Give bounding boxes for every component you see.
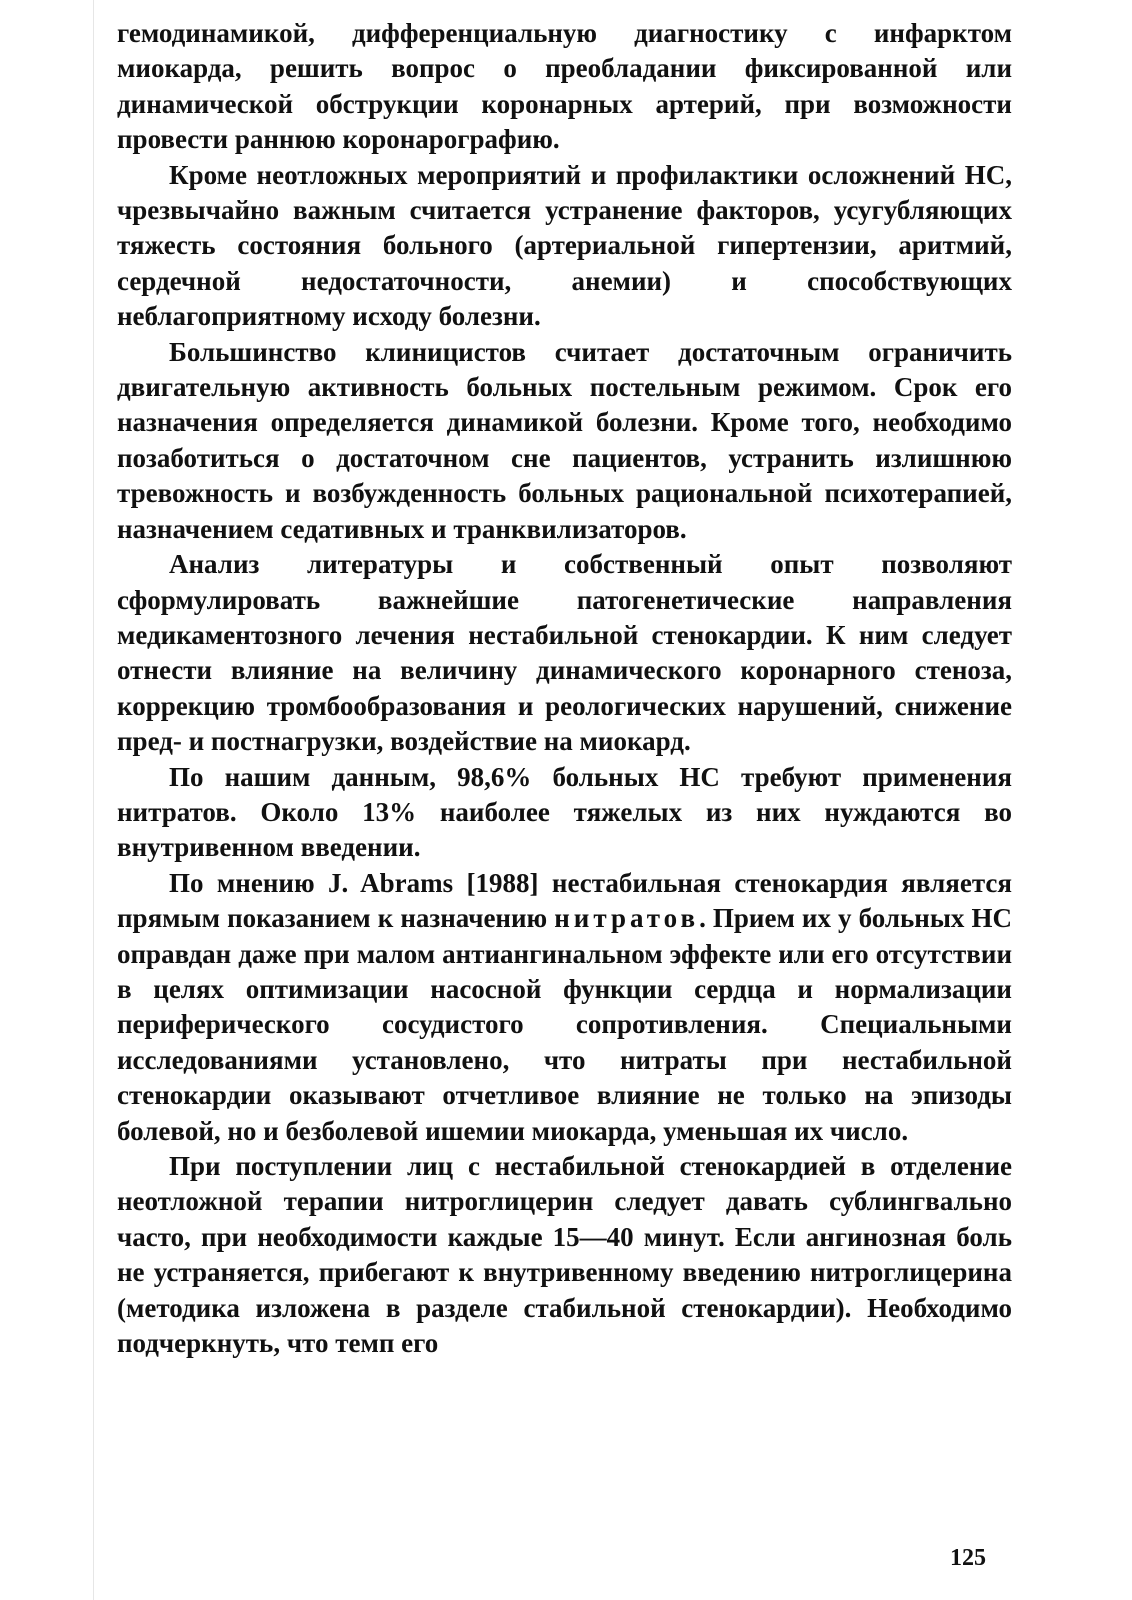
page-number: 125: [950, 1545, 986, 1571]
abrams-spaced-term: нитратов: [554, 903, 700, 934]
paragraph-complications: Кроме неотложных мероприятий и профилактики осложнений НС, чрезвычайно важным считается устранение факторов, усугубляющих тяжесть состояния больного (артериальной гипертензии, аритмий, сердечной недостаточности, анемии) и способствующих неблагоприятному исходу болезни.: [117, 159, 1012, 332]
paragraph-continuation: гемодинамикой, дифференциальную диагностику с инфарктом миокарда, решить вопрос о преобладании фиксированной или динамической обструкции коронарных артерий, при возможности провести раннюю коронарографию.: [117, 18, 1012, 155]
abrams-text-before: По мнению J. Abrams [1988] нестабильная стенокардия является прямым показанием к назначению: [117, 867, 1012, 934]
page-edge-rule: [93, 0, 94, 1600]
body-text: [117, 16, 1012, 1361]
paragraph-treatment-directions: Анализ литературы и собственный опыт позволяют сформулировать важнейшие патогенетические направления медикаментозного лечения нестабильной стенокардии. К ним следует отнести влияние на величину динамического коронарного стеноза, коррекцию тромбообразования и реологических нарушений, снижение пред- и постнагрузки, воздействие на миокард.: [117, 549, 1012, 757]
paragraph-bed-rest: Большинство клиницистов считает достаточным ограничить двигательную активность больных постельным режимом. Срок его назначения определяется динамикой болезни. Кроме того, необходимо позаботиться о достаточном сне пациентов, устранить излишнюю тревожность и возбужденность больных рациональной психотерапией, назначением седативных и транквилизаторов.: [117, 336, 1012, 544]
paragraph-nitrates-stats: По нашим данным, 98,6% больных НС требуют применения нитратов. Около 13% наиболее тяжелых из них нуждаются во внутривенном введении.: [117, 761, 1012, 863]
paragraph-abrams: [117, 866, 1012, 1149]
paragraph-nitroglycerin: При поступлении лиц с нестабильной стенокардией в отделение неотложной терапии нитроглицерин следует давать сублингвально часто, при необходимости каждые 15—40 минут. Если ангинозная боль не устраняется, прибегают к внутривенному введению нитроглицерина (методика изложена в разделе стабильной стенокардии). Необходимо подчеркнуть, что темп его: [117, 1151, 1012, 1359]
abrams-text-after: . Прием их у больных НС оправдан даже при малом антиангинальном эффекте или его отсутствии в целях оптимизации насосной функции сердца и нормализации периферического сосудистого сопротивления. Специальными исследованиями установлено, что нитраты при нестабильной стенокардии оказывают отчетливое влияние не только на эпизоды болевой, но и безболевой ишемии миокарда, уменьшая их число.: [117, 903, 1012, 1146]
